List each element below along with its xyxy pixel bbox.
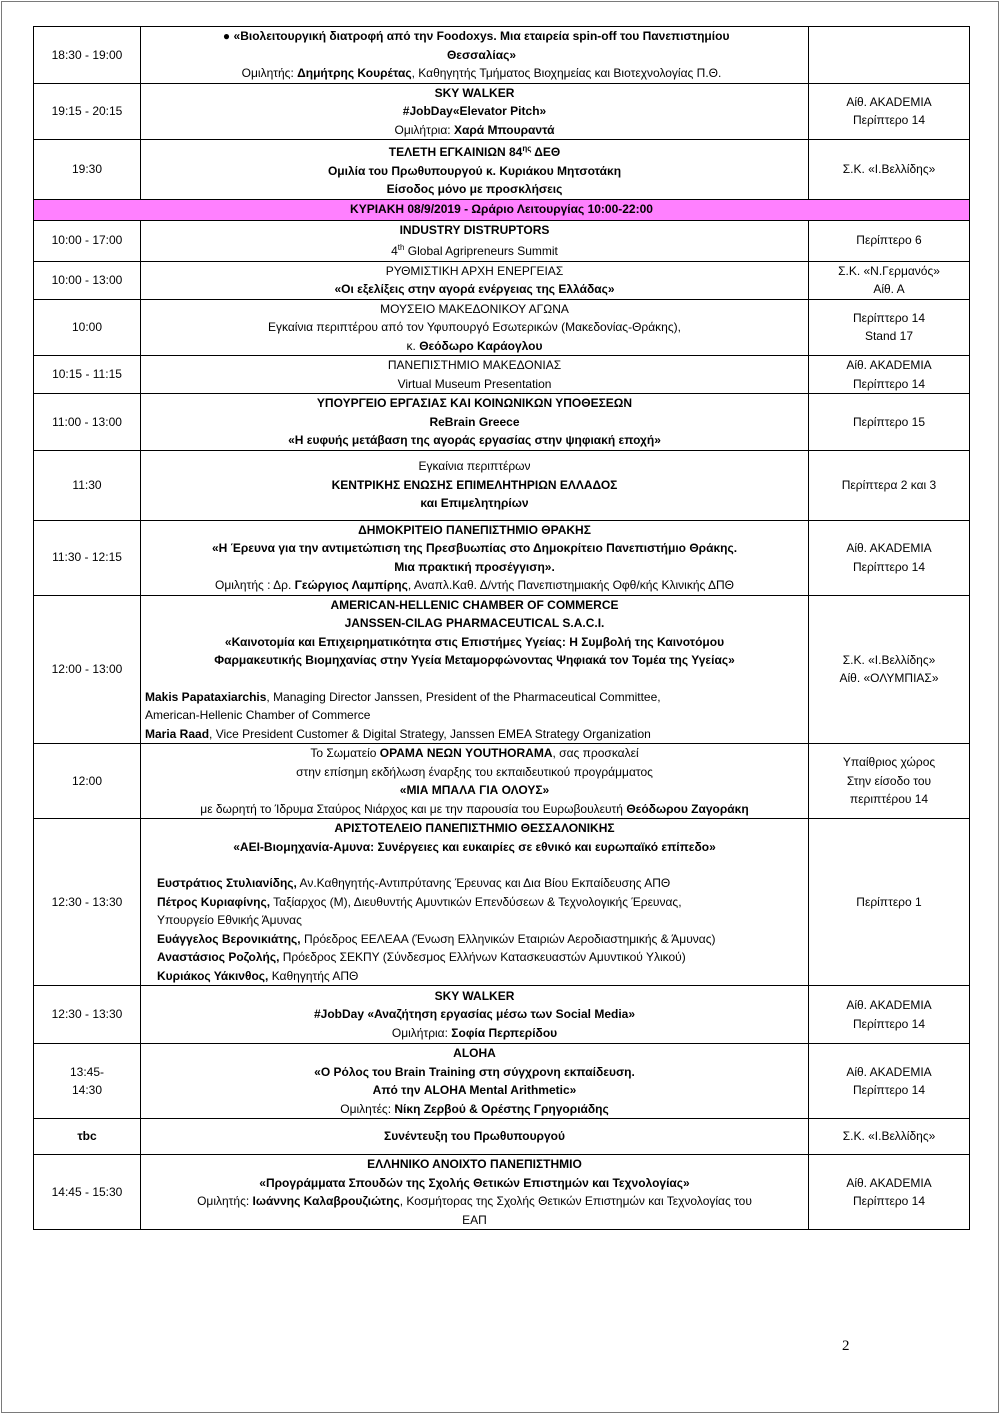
- event-cell: ΡΥΘΜΙΣΤΙΚΗ ΑΡΧΗ ΕΝΕΡΓΕΙΑΣ «Οι εξελίξεις στην αγορά ενέργειας της Ελλάδας»: [141, 261, 809, 299]
- table-row: [34, 1044, 970, 1119]
- page-number: 2: [842, 1338, 850, 1354]
- time-cell: 19:15 - 20:15: [34, 83, 141, 140]
- table-row: [34, 299, 970, 356]
- event-cell: ALOHA «Ο Ρόλος του Brain Training στη σύγχρονη εκπαίδευση. Από την ALOHA Mental Arithmetic» Ομιλητές: Νίκη Ζερβού & Ορέστης Γρηγοριάδης: [141, 1044, 809, 1119]
- location-cell: Σ.Κ. «Ι.Βελλίδης»: [809, 140, 970, 200]
- table-row: [34, 220, 970, 261]
- time-cell: 12:00 - 13:00: [34, 595, 141, 744]
- bullet-icon: ●: [222, 29, 231, 43]
- event-cell: ΔΗΜΟΚΡΙΤΕΙΟ ΠΑΝΕΠΙΣΤΗΜΙΟ ΘΡΑΚΗΣ «Η Έρευνα για την αντιμετώπιση της Πρεσβυωπίας στο Δημοκρίτειο Πανεπιστήμιο Θράκης. Μια πρακτική προσέγγιση». Ομιλητής : Δρ. Γεώργιος Λαμπίρης, Αναπλ.Καθ. Δ/ντής Πανεπιστημιακής Οφθ/κής Κλινικής ΔΠΘ: [141, 520, 809, 595]
- table-row: [34, 140, 970, 200]
- time-cell: 10:00: [34, 299, 141, 356]
- table-row: [34, 83, 970, 140]
- table-row: [34, 819, 970, 986]
- location-cell: Περίπτερο 15: [809, 394, 970, 451]
- table-row: [34, 356, 970, 394]
- table-row: [34, 450, 970, 520]
- time-cell: 14:45 - 15:30: [34, 1155, 141, 1230]
- location-cell: Περίπτερο 6: [809, 220, 970, 261]
- event-cell: AMERICAN-HELLENIC CHAMBER OF COMMERCE JANSSEN-CILAG PHARMACEUTICAL S.A.C.I. «Καινοτομία και Επιχειρηματικότητα στις Επιστήμες Υγείας: Η Συμβολή της Καινοτόμου Φαρμακευτικής Βιομηχανίας στην Υγεία Μεταμορφώνοντας Ψηφιακά τον Τομέα της Υγείας» Makis Papataxiarchis, Managing Director Janssen, President of the Pharmaceutical Committee, American-Hellenic Chamber of Commerce Maria Raad, Vice President Customer & Digital Strategy, Janssen EMEA Strategy Organization: [141, 595, 809, 744]
- time-cell: 12:30 - 13:30: [34, 819, 141, 986]
- table-row: [34, 261, 970, 299]
- location-cell: Αίθ. ΑΚΑDEMIA Περίπτερο 14: [809, 986, 970, 1044]
- event-cell: INDUSTRY DISTRUPTORS 4th Global Agripreneurs Summit: [141, 220, 809, 261]
- event-cell: ΥΠΟΥΡΓΕΙΟ ΕΡΓΑΣΙΑΣ ΚΑΙ ΚΟΙΝΩΝΙΚΩΝ ΥΠΟΘΕΣΕΩΝ ReBrain Greece «Η ευφυής μετάβαση της αγοράς εργασίας στην ψηφιακή εποχή»: [141, 394, 809, 451]
- location-cell: Υπαίθριος χώρος Στην είσοδο του περιπτέρου 14: [809, 744, 970, 819]
- table-row: [34, 986, 970, 1044]
- event-cell: Το Σωματείο ΟΡΑΜΑ ΝΕΩΝ YOUTHORAMA, σας προσκαλεί στην επίσημη εκδήλωση έναρξης του εκπαιδευτικού προγράμματος «ΜΙΑ ΜΠΑΛΑ ΓΙΑ ΟΛΟΥΣ» με δωρητή το Ίδρυμα Σταύρος Νιάρχος και με την παρουσία του Ευρωβουλευτή Θεόδωρου Ζαγοράκη: [141, 744, 809, 819]
- event-cell: [141, 27, 809, 84]
- event-cell: Συνέντευξη του Πρωθυπουργού: [141, 1119, 809, 1155]
- time-cell: 11:30 - 12:15: [34, 520, 141, 595]
- time-cell: 19:30: [34, 140, 141, 200]
- event-cell: ΤΕΛΕΤΗ ΕΓΚΑΙΝΙΩΝ $84^{\eta\varsigma}$ ΔΕΘ Ομιλία του Πρωθυπουργού κ. Κυριάκου Μητσοτάκη Είσοδος μόνο με προσκλήσεις: [141, 140, 809, 200]
- location-cell: Περίπτερο 14 Stand 17: [809, 299, 970, 356]
- time-cell: τbc: [34, 1119, 141, 1155]
- location-cell: Σ.Κ. «Ι.Βελλίδης» Αίθ. «ΟΛΥΜΠΙΑΣ»: [809, 595, 970, 744]
- time-cell: 10:00 - 13:00: [34, 261, 141, 299]
- table-row: [34, 744, 970, 819]
- time-cell: 18:30 - 19:00: [34, 27, 141, 84]
- event-cell: ΑΡΙΣΤΟΤΕΛΕΙΟ ΠΑΝΕΠΙΣΤΗΜΙΟ ΘΕΣΣΑΛΟΝΙΚΗΣ «ΑΕΙ-Βιομηχανία-Αμυνα: Συνέργειες και ευκαιρίες σε εθνικό και ευρωπαϊκό επίπεδο» Ευστράτιος Στυλιανίδης, Αν.Καθηγητής-Αντιπρύτανης Έρευνας και Δια Βίου Εκπαίδευσης ΑΠΘ Πέτρος Κυριαφίνης, Ταξίαρχος (Μ), Διευθυντής Αμυντικών Επενδύσεων & Τεχνολογικής Έρευνας, Υπουργείο Εθνικής Άμυνας Ευάγγελος Βερονικιάτης, Πρόεδρος ΕΕΛΕΑΑ (Ένωση Ελληνικών Εταιριών Αεροδιαστημικής & Άμυνας) Αναστάσιος Ροζολής, Πρόεδρος ΣΕΚΠΥ (Σύνδεσμος Ελλήνων Κατασκευαστών Αμυντικού Υλικού) Κυριάκος Υάκινθος, Καθηγητής ΑΠΘ: [141, 819, 809, 986]
- location-cell: Αίθ. ΑΚΑDEMIA Περίπτερο 14: [809, 83, 970, 140]
- event-title: #JobDay«Elevator Pitch»: [402, 104, 547, 118]
- day-header-row: [34, 199, 970, 220]
- time-cell: 11:00 - 13:00: [34, 394, 141, 451]
- speaker-line: Ομιλητής: Δημήτρης Κουρέτας, Καθηγητής Τμήματος Βιοχημείας και Βιοτεχνολογίας Π.Θ.: [241, 66, 722, 80]
- event-cell: ΕΛΛΗΝΙΚΟ ΑΝΟΙΧΤΟ ΠΑΝΕΠΙΣΤΗΜΙΟ «Προγράμματα Σπουδών της Σχολής Θετικών Επιστημών και Τεχνολογίας» Ομιλητής: Ιωάννης Καλαβρουζιώτης, Κοσμήτορας της Σχολής Θετικών Επιστημών και Τεχνολογίας του ΕΑΠ: [141, 1155, 809, 1230]
- time-cell: 11:30: [34, 450, 141, 520]
- location-cell: Αίθ. ΑΚΑDEMIA Περίπτερο 14: [809, 1155, 970, 1230]
- time-cell: 10:15 - 11:15: [34, 356, 141, 394]
- event-cell: ΠΑΝΕΠΙΣΤΗΜΙΟ ΜΑΚΕΔΟΝΙΑΣ Virtual Museum Presentation: [141, 356, 809, 394]
- table-row: [34, 27, 970, 84]
- event-cell: SKY WALKER #JobDay«Elevator Pitch» Ομιλήτρια: Χαρά Μπουραντά: [141, 83, 809, 140]
- location-cell: Αίθ. ΑΚΑDEMIA Περίπτερο 14: [809, 520, 970, 595]
- event-cell: SKY WALKER #JobDay «Αναζήτηση εργασίας μέσω των Social Media» Ομιλήτρια: Σοφία Περπερίδου: [141, 986, 809, 1044]
- time-cell: 12:30 - 13:30: [34, 986, 141, 1044]
- location-cell: Περίπτερα 2 και 3: [809, 450, 970, 520]
- table-row: [34, 1119, 970, 1155]
- time-cell: 10:00 - 17:00: [34, 220, 141, 261]
- event-cell: ΜΟΥΣΕΙΟ ΜΑΚΕΔΟΝΙΚΟΥ ΑΓΩΝΑ Εγκαίνια περιπτέρου από τον Υφυπουργό Εσωτερικών (Μακεδονίας-Θράκης), κ. Θεόδωρο Καράογλου: [141, 299, 809, 356]
- location-cell: [809, 27, 970, 84]
- location-cell: Αίθ. ΑΚΑDEMIA Περίπτερο 14: [809, 1044, 970, 1119]
- day-header: ΚΥΡΙΑΚΗ 08/9/2019 - Ωράριο Λειτουργίας 10:00-22:00: [34, 199, 970, 220]
- speaker-name: Χαρά Μπουραντά: [453, 122, 555, 137]
- location-cell: Αίθ. ΑΚΑDEMIA Περίπτερο 14: [809, 356, 970, 394]
- location-cell: Σ.Κ. «Ν.Γερμανός» Αίθ. Α: [809, 261, 970, 299]
- event-title: «Βιολειτουργική διατροφή από την Foodoxys. Μια εταιρεία spin-off του Πανεπιστημίου: [233, 29, 730, 43]
- location-cell: Σ.Κ. «Ι.Βελλίδης»: [809, 1119, 970, 1155]
- organizer: SKY WALKER: [434, 85, 515, 100]
- event-title-cont: Θεσσαλίας»: [446, 47, 517, 62]
- table-row: [34, 520, 970, 595]
- schedule-table: [33, 26, 970, 1230]
- location-cell: Περίπτερο 1: [809, 819, 970, 986]
- time-cell: 13:45- 14:30: [34, 1044, 141, 1119]
- table-row: [34, 394, 970, 451]
- table-row: [34, 1155, 970, 1230]
- table-row: [34, 595, 970, 744]
- time-cell: 12:00: [34, 744, 141, 819]
- event-cell: Εγκαίνια περιπτέρων ΚΕΝΤΡΙΚΗΣ ΕΝΩΣΗΣ ΕΠΙΜΕΛΗΤΗΡΙΩΝ ΕΛΛΑΔΟΣ και Επιμελητηρίων: [141, 450, 809, 520]
